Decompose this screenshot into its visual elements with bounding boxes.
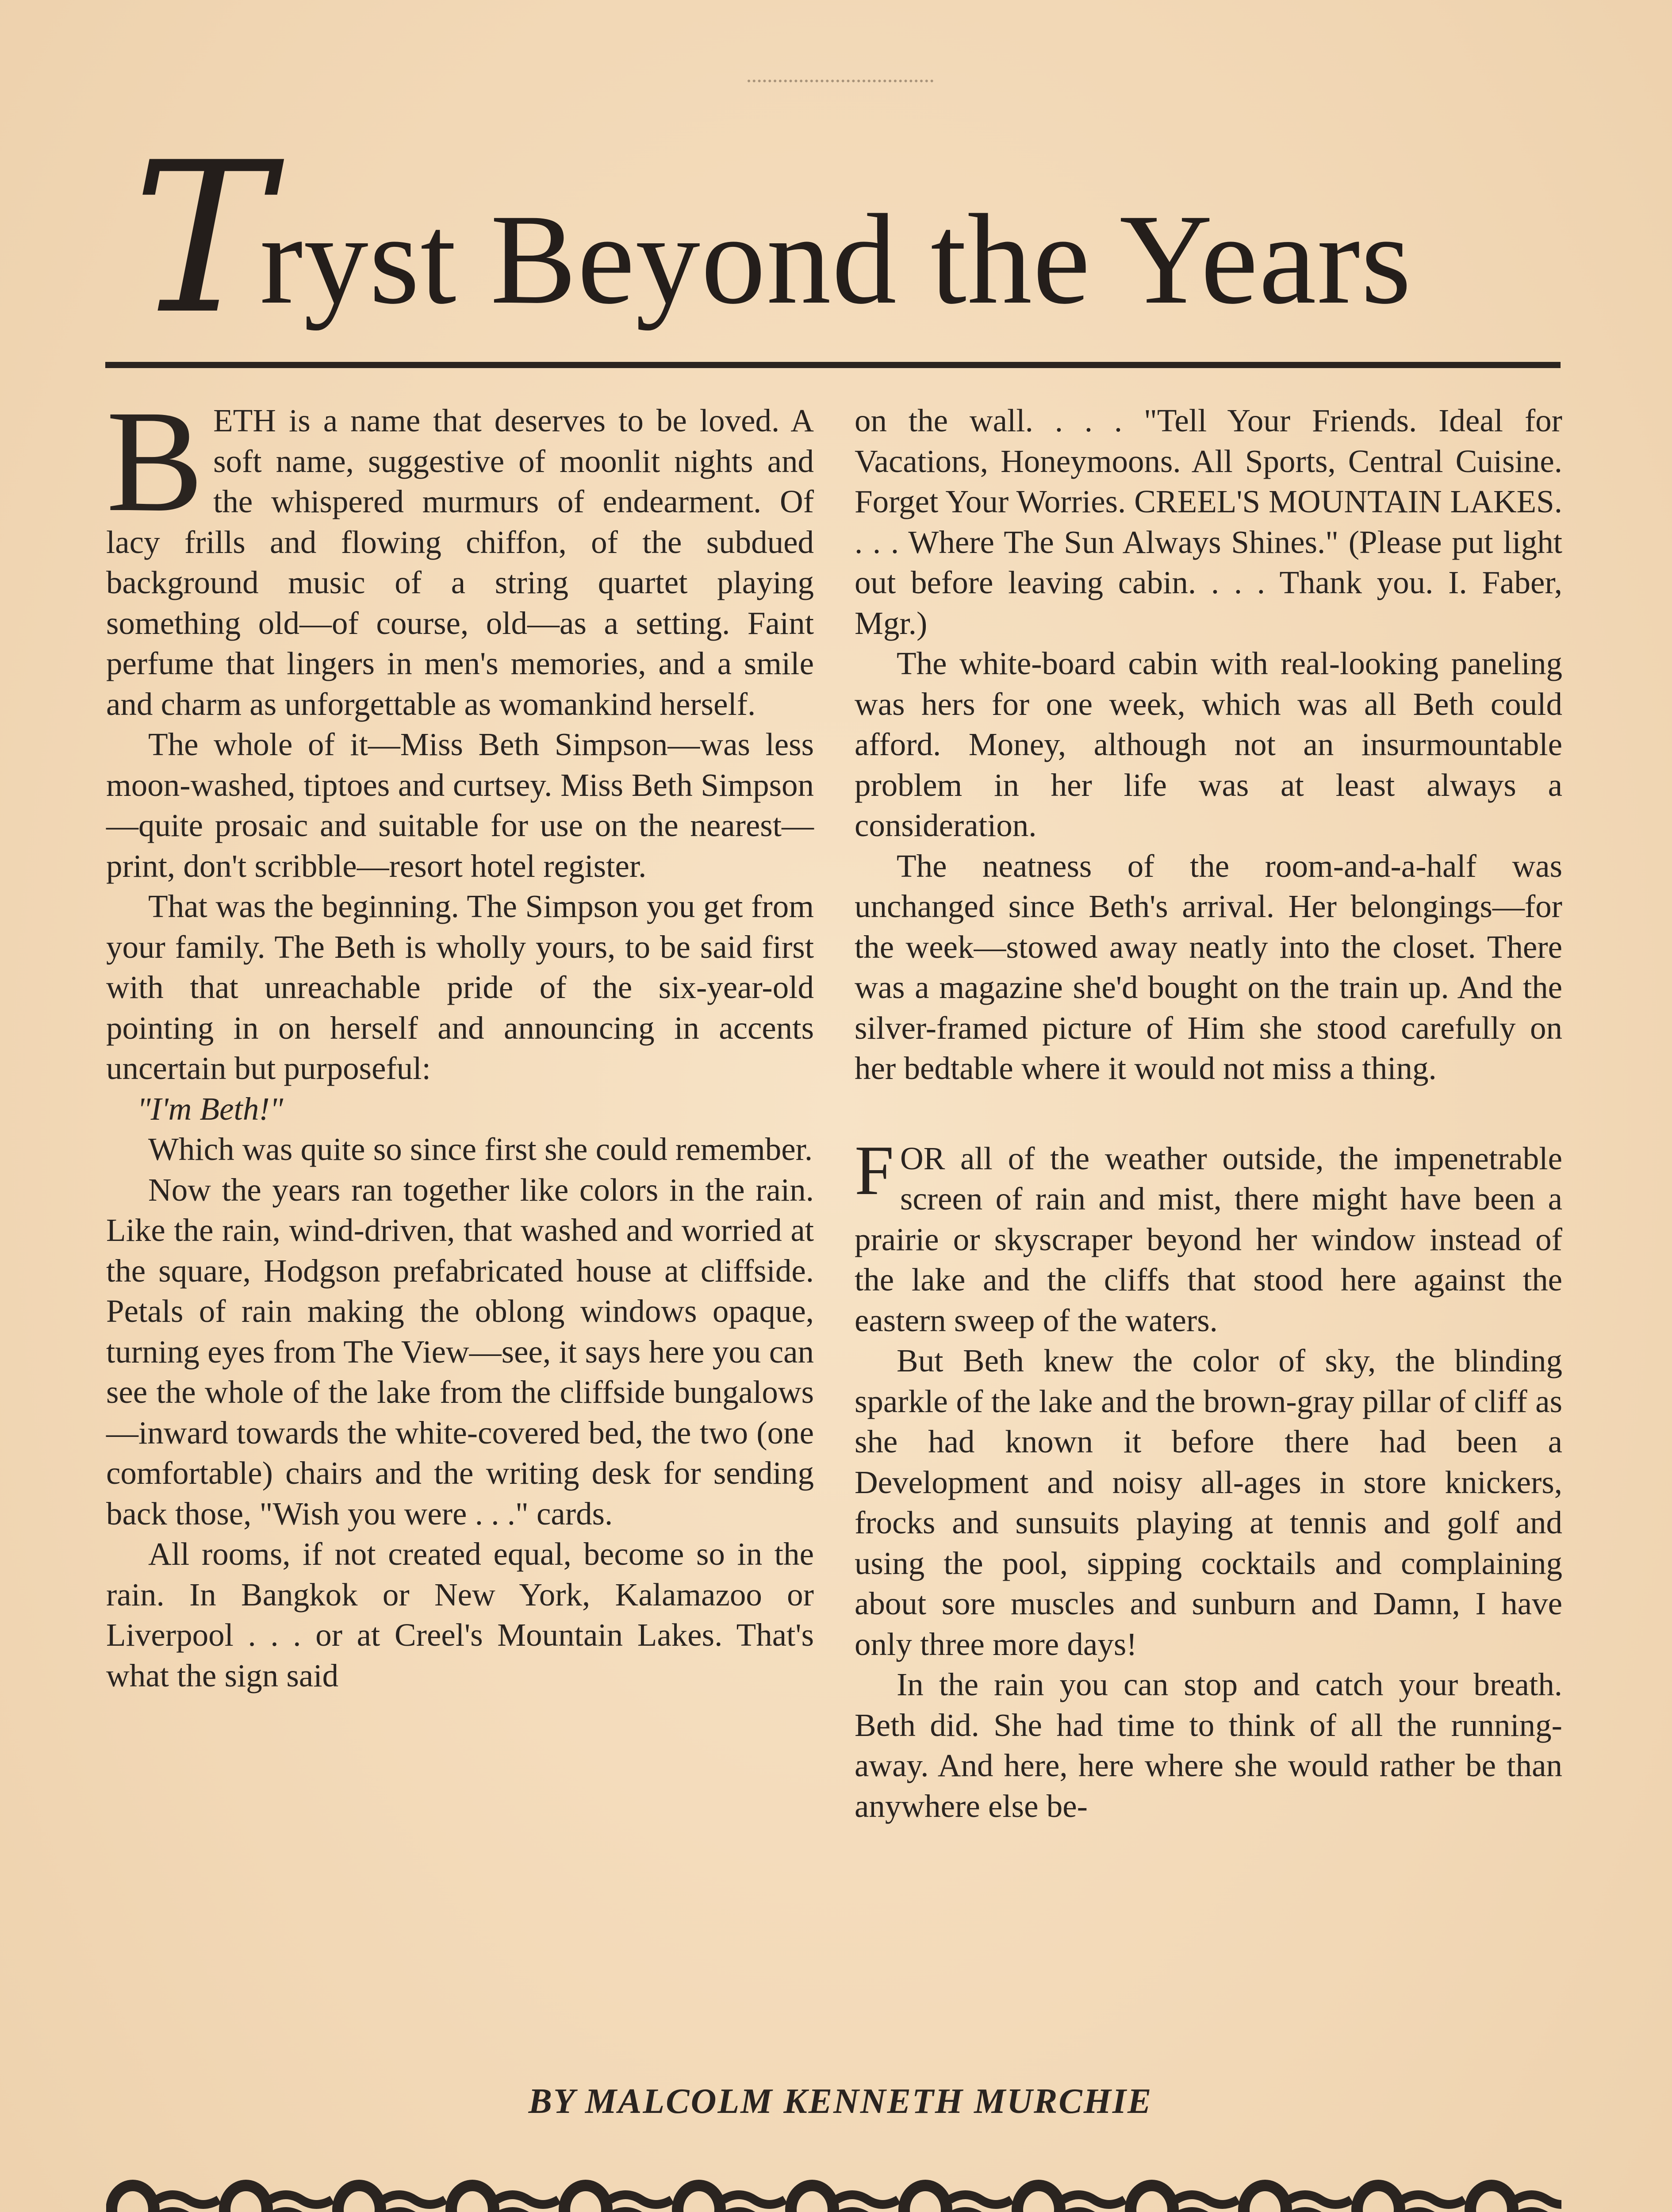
- ornament-ring: [678, 2185, 720, 2212]
- paragraph: Now the years ran together like colors in the rain. Like the rain, wind-driven, that washed and worried at the square, Hodgson prefabricated house at cliffside. Petals of rain making the oblong windows opaque, turning eyes from The View—see, it says here you can see the whole of the lake from the cliffside bungalows—inward towards the white-covered bed, the two (one comfortable) chairs and the writing desk for sending back those, "Wish you were . . ." cards.: [106, 1171, 814, 1532]
- drop-cap: B: [106, 380, 204, 542]
- ornament-wave: [1063, 2195, 1125, 2204]
- paragraph-text: ETH is a name that deserves to be loved. A soft name, suggestive of moonlit nights and the whispered murmurs of endearment. Of lacy frills and flowing chiffon, of the subdued background music of a string quartet playing something old—of course, old—as a setting. Faint perfume that lingers in men's memories, and a smile and charm as unforgettable as womankind herself.: [106, 403, 814, 722]
- title-rule: [105, 362, 1561, 368]
- ornament-wave: [383, 2195, 445, 2204]
- ornament-ring: [451, 2185, 494, 2212]
- ornament-ring: [1470, 2185, 1513, 2212]
- paragraph: The neatness of the room-and-a-half was unchanged since Beth's arrival. Her belongings—for the week—stowed away neatly into the closet. There was a magazine she'd bought on the train up. And the silver-framed picture of Him she stood carefully on her bedtable where it would not miss a thing.: [855, 848, 1562, 1086]
- ornament-ring: [338, 2185, 380, 2212]
- ornament-wave: [1403, 2195, 1465, 2204]
- ornament-wave: [1289, 2195, 1351, 2204]
- right-column: [855, 400, 1562, 1826]
- ornament-wave: [1176, 2195, 1238, 2204]
- ornament-wave: [270, 2195, 332, 2204]
- paragraph: But Beth knew the color of sky, the blinding sparkle of the lake and the brown-gray pillar of cliff as she had known it before there had been a Development and noisy all-ages in store knickers, frocks and sunsuits playing at tennis and golf and using the pool, sipping cocktails and complaining about sore muscles and sunburn and Damn, I have only three more days!: [855, 1343, 1562, 1662]
- ornament-ring: [111, 2185, 154, 2212]
- paragraph: Which was quite so since first she could remember.: [148, 1131, 813, 1167]
- ornament-wave: [157, 2195, 219, 2204]
- left-column: [106, 380, 814, 1696]
- paragraph: In the rain you can stop and catch your breath. Beth did. She had time to think of all the running-away. And here, here where she would rather be than anywhere else be-: [855, 1667, 1562, 1824]
- section-drop-cap: F: [855, 1130, 894, 1210]
- ornament-ring: [904, 2185, 947, 2212]
- paragraph: All rooms, if not created equal, become so in the rain. In Bangkok or New York, Kalamazoo or Liverpool . . . or at Creel's Mountain Lakes. That's what the sign said: [106, 1536, 814, 1694]
- ornamental-border: [106, 2172, 1561, 2212]
- section-paragraph: [855, 1130, 1562, 1341]
- ornament-ring: [1244, 2185, 1286, 2212]
- paragraph: [106, 380, 814, 724]
- ornament-ring: [1131, 2185, 1173, 2212]
- title-rest: ryst Beyond the Years: [260, 188, 1412, 331]
- ornament-ring: [1017, 2185, 1060, 2212]
- ornament-wave: [836, 2195, 898, 2204]
- ornament-wave: [950, 2195, 1012, 2204]
- ornament-wave: [610, 2195, 672, 2204]
- paragraph: The white-board cabin with real-looking paneling was hers for one week, which was all Beth could afford. Money, although not an insurmountable problem in her life was at least always a consideration.: [855, 645, 1562, 843]
- print-mark: [748, 80, 933, 88]
- paragraph: on the wall. . . . "Tell Your Friends. Ideal for Vacations, Honeymoons. All Sports, Central Cuisine. Forget Your Worries. CREEL'S MOUNTAIN LAKES. . . . Where The Sun Always Shines." (Please put light out before leaving cabin. . . . Thank you. I. Faber, Mgr.): [855, 403, 1562, 641]
- paragraph-text: OR all of the weather outside, the impenetrable screen of rain and mist, there might have been a prairie or skyscraper beyond her window instead of the lake and the cliffs that stood here against the eastern sweep of the waters.: [855, 1140, 1562, 1338]
- ornament-ring: [225, 2185, 267, 2212]
- ornament-wave: [1516, 2195, 1561, 2204]
- ornament-ring: [1357, 2185, 1400, 2212]
- ornament-wave: [723, 2195, 785, 2204]
- ornament-wave: [497, 2195, 559, 2204]
- ornament-ring: [564, 2185, 607, 2212]
- title-initial: T: [133, 118, 272, 360]
- paragraph: The whole of it—Miss Beth Simpson—was less moon-washed, tiptoes and curtsey. Miss Beth Simpson—quite prosaic and suitable for use on the nearest—print, don't scribble—resort hotel register.: [106, 726, 814, 884]
- paragraph: That was the beginning. The Simpson you get from your family. The Beth is wholly yours, to be said first with that unreachable pride of the six-year-old pointing in on herself and announcing in accents uncertain but purposeful:: [106, 888, 814, 1086]
- author-byline: BY MALCOLM KENNETH MURCHIE: [528, 2082, 1153, 2121]
- story-title: [133, 118, 1539, 360]
- dialog-line: "I'm Beth!": [137, 1091, 284, 1127]
- ornament-ring: [791, 2185, 833, 2212]
